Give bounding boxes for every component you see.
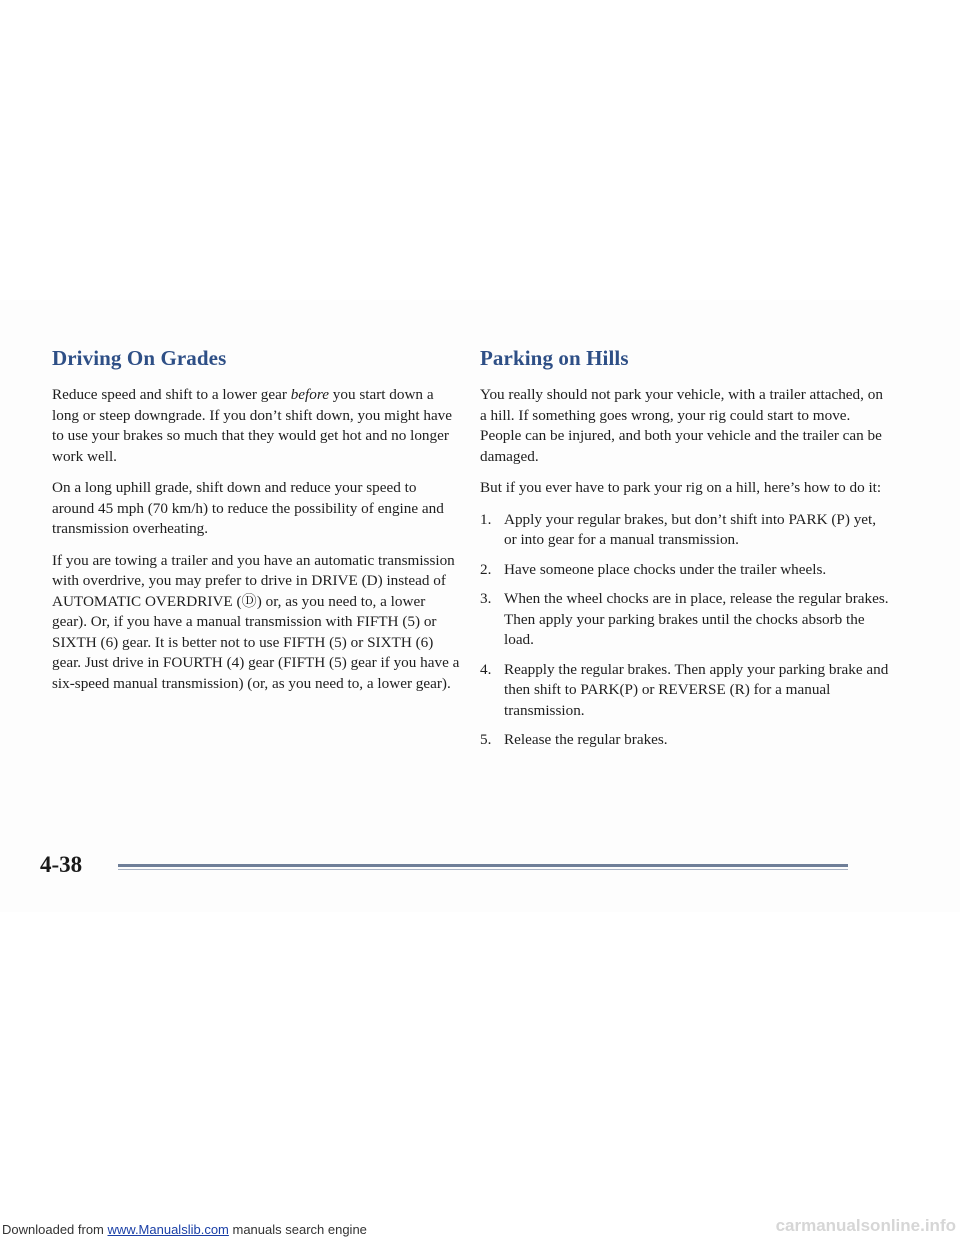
step-text: Apply your regular brakes, but don’t shift into PARK (P) yet, or into gear for a manual transmission. [504,510,877,548]
step-text: When the wheel chocks are in place, release the regular brakes. Then apply your parking brakes until the chocks absorb the load. [504,590,889,648]
parking-step [480,510,890,551]
step-number: 1. [480,510,492,528]
driving-on-grades-paragraph-2: On a long uphill grade, shift down and reduce your speed to around 45 mph (70 km/h) to reduce the possibility of engine and transmission overheating. [52,479,444,537]
page-number: 4-38 [40,852,83,877]
footer-suffix: manuals search engine [228,1222,367,1237]
driving-on-grades-section [52,346,460,705]
footer-rule [118,864,848,867]
watermark-logo: carmanualsonline.info [775,1216,956,1235]
driving-on-grades-heading: Driving On Grades [52,346,227,370]
step-text: Reapply the regular brakes. Then apply your parking brake and then shift to PARK(P) or REVERSE (R) for a manual transmission. [504,660,889,719]
driving-on-grades-paragraph-3: If you are towing a trailer and you have an automatic transmission with overdrive, you may prefer to drive in DRIVE (D) instead of AUTOMATIC OVERDRIVE (Ⓓ) or, as you need to, a lower gear). Or, if you have a manual transmission with FIFTH (5) or SIXTH (6) gear. It is better not to use FIFTH (5) or SIXTH (6) gear. Just drive in FOURTH (4) gear (FIFTH (5) gear if you have a six-speed manual transmission) (or, as you need to, a lower gear). [52,551,460,692]
p1-text-end: you start down a long or steep downgrade. If you don’t shift down, you might have to use your brakes so much that they would get hot and no longer work well. [52,386,453,465]
step-number: 2. [480,560,492,578]
p1-text-start: Reduce speed and shift to a lower gear [52,386,291,403]
step-number: 5. [480,731,492,748]
manualslib-link[interactable]: www.Manualslib.com [107,1222,229,1237]
step-number: 3. [480,590,492,607]
download-footer [2,1222,367,1237]
step-text: Release the regular brakes. [504,731,668,748]
step-number: 4. [480,660,492,678]
p1-emphasis: before [290,386,329,403]
driving-on-grades-paragraph-1 [52,385,460,467]
parking-on-hills-paragraph-2: But if you ever have to park your rig on a hill, here’s how to do it: [480,479,882,496]
footer-rule-thin [118,869,848,870]
parking-on-hills-section [480,346,890,760]
parking-step [480,660,890,722]
parking-on-hills-heading: Parking on Hills [480,346,629,370]
parking-step [480,589,890,651]
footer-prefix: Downloaded from [2,1222,108,1237]
parking-step [480,560,890,581]
parking-steps-list [480,510,890,751]
step-text: Have someone place chocks under the trailer wheels. [504,560,827,578]
parking-step [480,730,890,751]
parking-on-hills-paragraph-1: You really should not park your vehicle, with a trailer attached, on a hill. If something goes wrong, your rig could start to move. People can be injured, and both your vehicle and the trailer can be damaged. [480,386,883,465]
